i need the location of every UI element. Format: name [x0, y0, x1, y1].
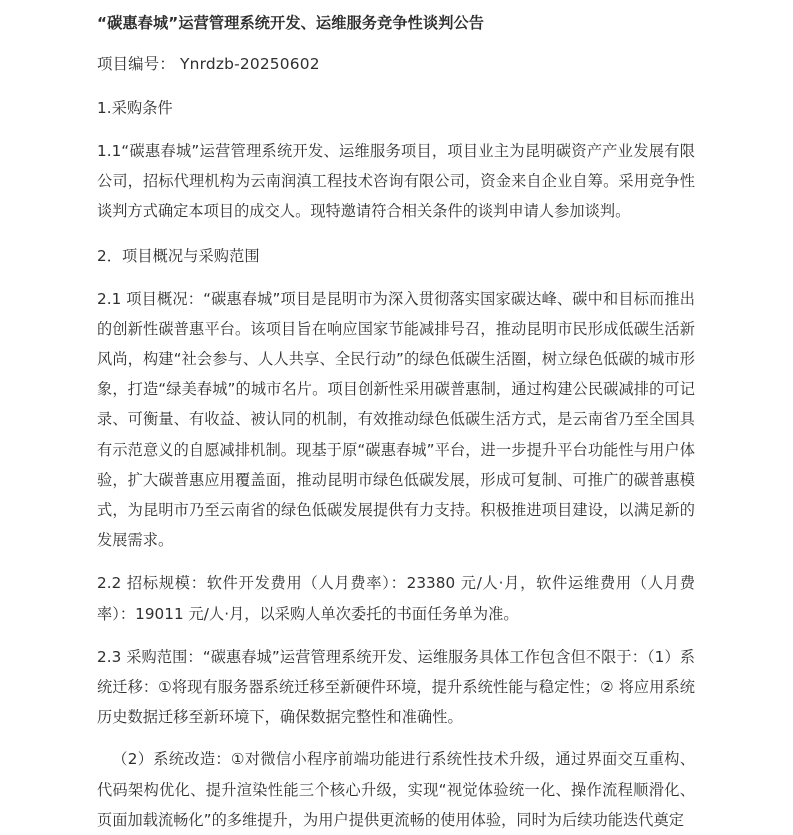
paragraph-2-3-item-2: （2）系统改造：①对微信小程序前端功能进行系统性技术升级，通过界面交互重构、代码架构优化、提升渲染性能三个核心升级，实现“视觉体验统一化、操作流程顺滑化、页面加载流畅化”的多维提升，为用户提供更流畅的使用体验，同时为后续功能迭代奠定 [97, 750, 695, 829]
paragraph-2-3: 2.3 采购范围：“碳惠春城”运营管理系统开发、运维服务具体工作包含但不限于：（1）系统迁移：①将现有服务器系统迁移至新硬件环境，提升系统性能与稳定性；② 将应用系统历史数据迁移至新环境下，确保数据完整性和准确性。 [97, 647, 695, 727]
paragraph-2-1: 2.1 项目概况：“碳惠春城”项目是昆明市为深入贯彻落实国家碳达峰、碳中和目标而推出的创新性碳普惠平台。该项目旨在响应国家节能减排号召，推动昆明市民形成低碳生活新风尚，构建“社会参与、人人共享、全民行动”的绿色低碳生活圈，树立绿色低碳的城市形象，打造“绿美春城”的城市名片。项目创新性采用碳普惠制，通过构建公民碳减排的可记录、可衡量、有收益、被认同的机制，有效推动绿色低碳生活方式，是云南省乃至全国具有示范意义的自愿减排机制。现基于原“碳惠春城”平台，进一步提升平台功能性与用户体验，扩大碳普惠应用覆盖面，推动昆明市绿色低碳发展，形成可复制、可推广的碳普惠模式，为昆明市乃至云南省的绿色低碳发展提供有力支持。积极推进项目建设，以满足新的发展需求。 [97, 289, 695, 550]
paragraph-1-1: 1.1“碳惠春城”运营管理系统开发、运维服务项目，项目业主为昆明碳资产产业发展有限公司，招标代理机构为云南润滇工程技术咨询有限公司，资金来自企业自筹。采用竞争性谈判方式确定本项目的成交人。现特邀请符合相关条件的谈判申请人参加谈判。 [97, 142, 695, 221]
section-heading-project-overview: 2．项目概况与采购范围 [97, 246, 260, 265]
project-number: 项目编号： Ynrdzb-20250602 [97, 55, 320, 73]
page-title: “碳惠春城”运营管理系统开发、运维服务竞争性谈判公告 [97, 14, 485, 32]
section-heading-procurement-conditions: 1.采购条件 [97, 99, 173, 117]
paragraph-2-2: 2.2 招标规模：软件开发费用（人月费率）：23380 元/人·月，软件运维费用（人月费率）：19011 元/人·月，以采购人单次委托的书面任务单为准。 [97, 574, 695, 623]
